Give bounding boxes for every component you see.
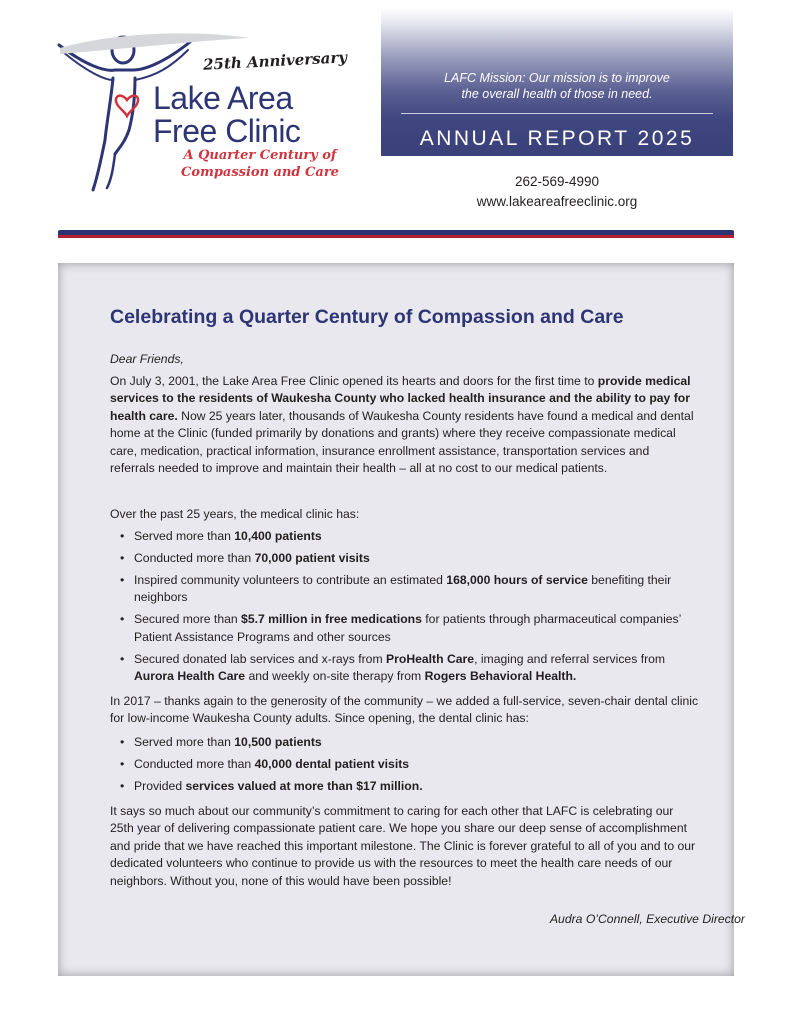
signature: Audra O’Connell, Executive Director — [549, 912, 745, 926]
header-rule-red — [58, 235, 734, 238]
list-item: • Served more than 10,500 patients — [120, 734, 695, 751]
website-link[interactable]: www.lakeareafreeclinic.org — [476, 194, 638, 209]
report-banner — [381, 8, 733, 156]
intro-paragraph: On July 3, 2001, the Lake Area Free Clinic opened its hearts and doors for the first time to provide medical services to the residents of Waukesha County who lacked health insurance and the ability to pay for health care. Now 25 years later, thousands of Waukesha County residents have found a medical and dental home at the Clinic (funded primarily by donations and grants) where they receive compassionate medical care, medication, practical information, insurance enrollment assistance, transportation services and referrals needed to improve and maintain their health – all at no cost to our medical patients. — [110, 374, 694, 476]
list-item: • Conducted more than 70,000 patient visits — [120, 550, 695, 567]
banner-divider — [401, 113, 713, 114]
clinic-tagline: A Quarter Century of Compassion and Care — [181, 148, 339, 180]
bullet-icon: • — [120, 573, 125, 587]
bullet-icon: • — [120, 757, 125, 771]
bullet-icon: • — [120, 529, 125, 543]
mission-statement: LAFC Mission: Our mission is to improve the overall health of those in need. — [444, 71, 670, 101]
dental-intro: In 2017 – thanks again to the generosity of the community – we added a full-service, seven-chair dental clinic for low-income Waukesha County adults. Since opening, the dental clinic has: — [110, 694, 699, 726]
list-item: • Inspired community volunteers to contribute an estimated 168,000 hours of service benefiting their neighbors — [120, 573, 672, 605]
bullet-icon: • — [120, 651, 125, 666]
list-item: • Conducted more than 40,000 dental patient visits — [120, 756, 695, 773]
list-item: • Secured donated lab services and x-rays from ProHealth Care, imaging and referral services from Aurora Health Care and weekly on-site therapy from Rogers Behavioral Health. — [120, 651, 666, 684]
medical-intro: Over the past 25 years, the medical clinic has: — [110, 507, 360, 521]
letter-panel — [58, 263, 745, 976]
closing-paragraph: It says so much about our community’s commitment to caring for each other that LAFC is celebrating our 25th year of delivering compassionate patient care. We hope you share our deep sense of accomplishment and pride that we have reached this important milestone. The Clinic is forever grateful to all of you and to our dedicated volunteers who continue to provide us with the resources to meet the health care needs of our neighbors. Without you, none of this would have been possible! — [110, 804, 696, 888]
report-title: ANNUAL REPORT 2025 — [419, 127, 695, 150]
list-item: • Secured more than $5.7 million in free medications for patients through pharmaceutical companies’ Patient Assistance Programs and other sources — [120, 612, 681, 644]
letter-headline: Celebrating a Quarter Century of Compassion and Care — [110, 306, 624, 328]
clinic-logo — [55, 30, 365, 200]
anniversary-label: 25th Anniversary — [202, 48, 348, 74]
bullet-icon: • — [120, 612, 125, 627]
phone-number: 262-569-4990 — [514, 174, 600, 189]
clinic-name: Lake Area Free Clinic — [153, 80, 301, 149]
bullet-icon: • — [120, 779, 125, 793]
bullet-icon: • — [120, 735, 125, 749]
contact-info — [381, 172, 733, 212]
list-item: • Provided services valued at more than $17 million. — [120, 778, 695, 795]
bullet-icon: • — [120, 551, 125, 565]
list-item: • Served more than 10,400 patients — [120, 528, 695, 545]
salutation: Dear Friends, — [110, 352, 184, 366]
medical-achievements-list — [120, 528, 695, 690]
dental-achievements-list — [120, 734, 695, 800]
